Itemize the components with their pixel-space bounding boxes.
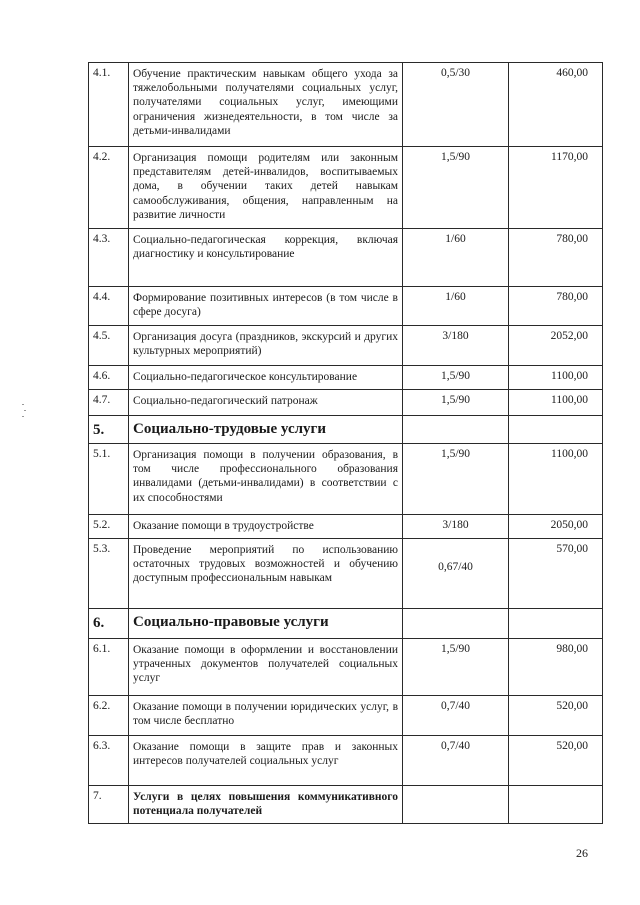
table-row (89, 696, 603, 736)
table-row (89, 539, 603, 609)
row-number: 4.3. (89, 229, 129, 287)
row-number: 4.7. (89, 390, 129, 416)
service-volume: 1,5/90 (403, 639, 509, 696)
section-row (89, 609, 603, 639)
service-volume (403, 609, 509, 639)
service-price: 980,00 (509, 639, 603, 696)
row-number: 4.5. (89, 326, 129, 366)
service-price: 520,00 (509, 696, 603, 736)
row-number: 5.3. (89, 539, 129, 609)
table-row (89, 229, 603, 287)
row-number: 4.6. (89, 366, 129, 390)
table-row (89, 366, 603, 390)
service-price (509, 416, 603, 444)
service-name: Социально-педагогическое консультирование (129, 366, 403, 390)
service-price: 2052,00 (509, 326, 603, 366)
service-volume: 0,7/40 (403, 736, 509, 786)
service-name: Оказание помощи в получении юридических услуг, в том числе бесплатно (129, 696, 403, 736)
service-volume: 3/180 (403, 515, 509, 539)
service-name: Организация помощи в получении образования, в том числе профессионального образования инвалидами (детьми-инвалидами) в соответствии с их способностями (129, 444, 403, 515)
service-price (509, 609, 603, 639)
service-volume: 1,5/90 (403, 147, 509, 229)
section-number: 5. (89, 416, 129, 444)
service-price: 1100,00 (509, 390, 603, 416)
service-name: Социально-педагогическая коррекция, включая диагностику и консультирование (129, 229, 403, 287)
service-price: 520,00 (509, 736, 603, 786)
row-number: 5.2. (89, 515, 129, 539)
table-row (89, 287, 603, 326)
scan-mark (22, 404, 24, 405)
row-number: 6.1. (89, 639, 129, 696)
service-name: Оказание помощи в трудоустройстве (129, 515, 403, 539)
service-price: 780,00 (509, 287, 603, 326)
service-volume: 0,7/40 (403, 696, 509, 736)
table-row (89, 326, 603, 366)
section-row (89, 416, 603, 444)
table-row (89, 786, 603, 824)
service-volume: 0,67/40 (403, 539, 509, 609)
row-number: 4.4. (89, 287, 129, 326)
row-number: 6.2. (89, 696, 129, 736)
service-price: 780,00 (509, 229, 603, 287)
row-number: 5.1. (89, 444, 129, 515)
service-price: 1170,00 (509, 147, 603, 229)
table-row (89, 515, 603, 539)
service-name: Услуги в целях повышения коммуникативного потенциала получателей (129, 786, 403, 824)
section-number: 6. (89, 609, 129, 639)
service-volume: 1,5/90 (403, 390, 509, 416)
row-number: 4.2. (89, 147, 129, 229)
row-number: 6.3. (89, 736, 129, 786)
service-volume: 1,5/90 (403, 444, 509, 515)
service-name: Оказание помощи в оформлении и восстановлении утраченных документов получателей социальных услуг (129, 639, 403, 696)
service-volume: 3/180 (403, 326, 509, 366)
service-volume: 1/60 (403, 287, 509, 326)
table-row (89, 63, 603, 147)
scan-mark (22, 416, 24, 417)
table-row (89, 444, 603, 515)
service-price: 570,00 (509, 539, 603, 609)
service-volume: 1/60 (403, 229, 509, 287)
service-volume: 0,5/30 (403, 63, 509, 147)
service-name: Оказание помощи в защите прав и законных интересов получателей социальных услуг (129, 736, 403, 786)
row-number: 4.1. (89, 63, 129, 147)
service-price (509, 786, 603, 824)
service-name: Организация помощи родителям или законным представителям детей-инвалидов, воспитываемых дома, в обучении таких детей навыкам самообслуживания, общения, направленным на развитие личности (129, 147, 403, 229)
service-name: Проведение мероприятий по использованию остаточных трудовых возможностей и обучению доступным профессиональным навыкам (129, 539, 403, 609)
service-volume (403, 786, 509, 824)
service-price: 460,00 (509, 63, 603, 147)
service-price: 1100,00 (509, 444, 603, 515)
service-name: Обучение практическим навыкам общего ухода за тяжелобольными получателями социальных услуг, получателями социальных услуг, имеющими ограничения жизнедеятельности, в том числе за детьми-инвалидами (129, 63, 403, 147)
table-row (89, 639, 603, 696)
service-volume: 1,5/90 (403, 366, 509, 390)
page-number: 26 (576, 846, 588, 860)
service-name: Организация досуга (праздников, экскурсий и других культурных мероприятий) (129, 326, 403, 366)
section-title: Социально-трудовые услуги (129, 416, 403, 444)
service-name: Социально-педагогический патронаж (129, 390, 403, 416)
table-row (89, 147, 603, 229)
service-price: 1100,00 (509, 366, 603, 390)
table-row (89, 390, 603, 416)
services-table (88, 62, 603, 824)
scan-mark (24, 410, 26, 411)
service-volume (403, 416, 509, 444)
table-row (89, 736, 603, 786)
row-number: 7. (89, 786, 129, 824)
service-name: Формирование позитивных интересов (в том числе в сфере досуга) (129, 287, 403, 326)
service-price: 2050,00 (509, 515, 603, 539)
section-title: Социально-правовые услуги (129, 609, 403, 639)
